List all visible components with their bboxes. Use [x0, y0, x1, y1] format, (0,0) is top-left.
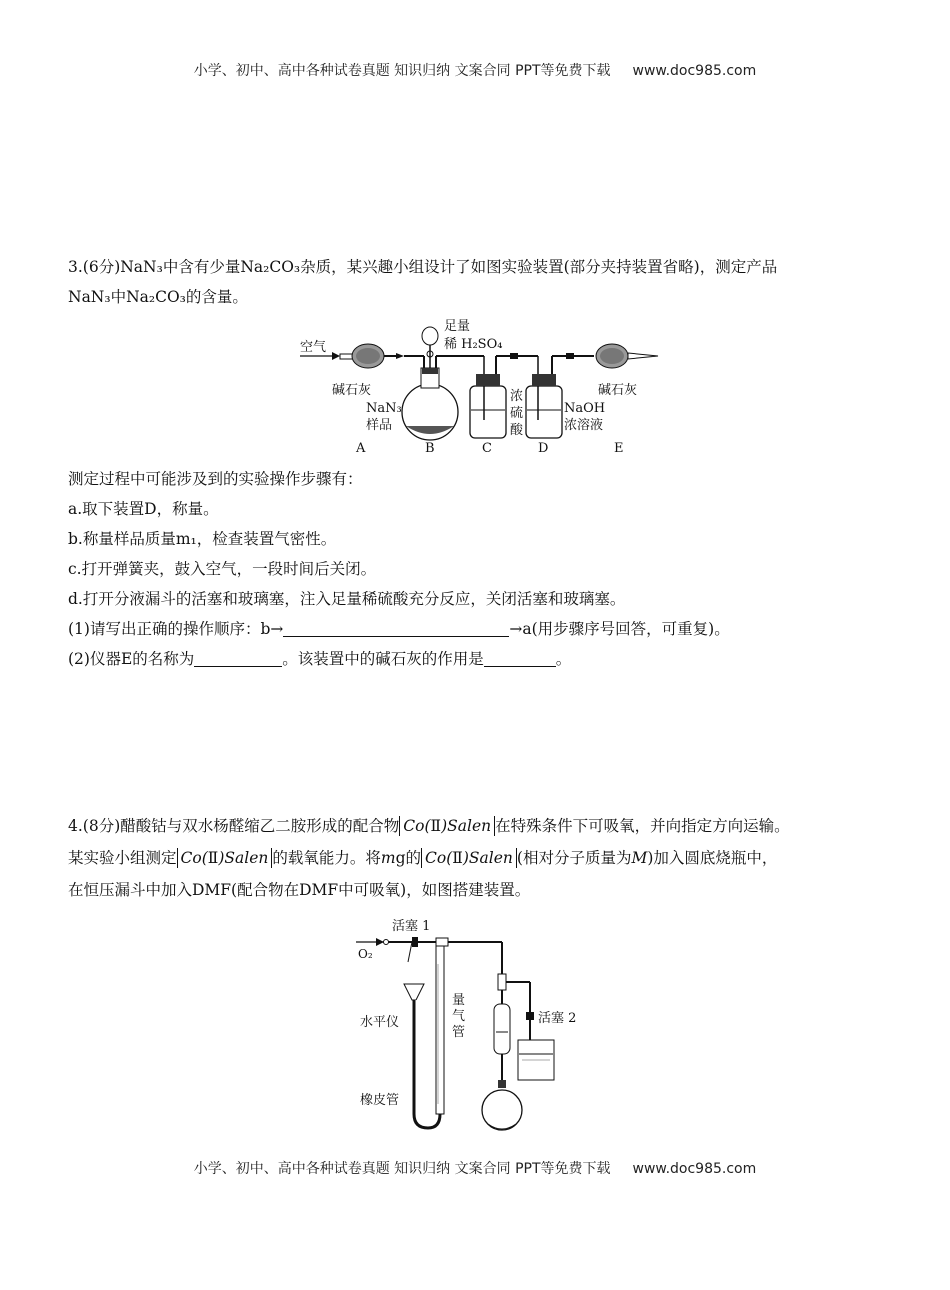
- q3-stem-line2: NaN₃中Na₂CO₃的含量。: [68, 288, 248, 306]
- fig3-reagent-1: 足量: [444, 319, 471, 334]
- fig3-sodalime-left: 碱石灰: [332, 383, 372, 398]
- fig4-burette-3: 管: [452, 1025, 466, 1040]
- rubber-hose: [414, 1114, 440, 1128]
- q3-sub-question-1: [68, 614, 888, 644]
- valve-2: [526, 1012, 534, 1020]
- fig3-acid-1: 浓: [510, 389, 524, 404]
- q4-var-M: M: [631, 849, 648, 867]
- fig3-naoh-1: NaOH: [564, 401, 606, 416]
- answer-blank-order[interactable]: [283, 618, 509, 637]
- q4-var-m: m: [380, 849, 396, 867]
- fig4-o2-label: O₂: [358, 947, 373, 961]
- leveling-funnel: [404, 984, 424, 1000]
- fig4-burette-1: 量: [452, 993, 466, 1008]
- header-text: 小学、初中、高中各种试卷真题 知识归纳 文案合同 PPT等免费下载: [193, 63, 611, 79]
- q4-line1: [68, 810, 888, 842]
- q4-part7: )加入圆底烧瓶中，: [647, 849, 778, 867]
- fig3-label-b: B: [425, 441, 435, 456]
- q3-steps: [68, 464, 888, 674]
- q4-part4: 的载氧能力。将: [272, 849, 381, 867]
- header-url[interactable]: www.doc985.com: [632, 63, 757, 79]
- q3-sub-question-2: [68, 644, 888, 674]
- fig3-acid-3: 酸: [510, 423, 524, 438]
- fig3-sample-1: NaN₃: [366, 401, 402, 416]
- q3-step-d: d.打开分液漏斗的活塞和玻璃塞，注入足量稀硫酸充分反应，关闭活塞和玻璃塞。: [68, 590, 626, 608]
- q3-apparatus-figure: [296, 316, 666, 460]
- q4-part3: 某实验小组测定: [68, 849, 177, 867]
- page-header: [0, 60, 950, 80]
- fig3-label-c: C: [482, 441, 492, 456]
- q3-step-b: b.称量样品质量m₁，检查装置气密性。: [68, 530, 337, 548]
- fig4-valve1-label: 活塞 1: [392, 919, 431, 934]
- fig3-air-label: 空气: [300, 340, 327, 355]
- q3-q2-suffix: 。: [555, 650, 572, 668]
- q3-q2-middle: 。该装置中的碱石灰的作用是: [282, 650, 484, 668]
- q4-apparatus-figure: [352, 914, 592, 1142]
- fig4-valve2-label: 活塞 2: [538, 1011, 577, 1026]
- complex-formula: Co(Ⅱ)Salen: [399, 816, 495, 836]
- fig3-label-a: A: [356, 441, 366, 456]
- fig3-label-d: D: [538, 441, 549, 456]
- fig4-hose-label: 橡皮管: [360, 1093, 400, 1108]
- fig4-burette-2: 气: [452, 1009, 466, 1024]
- fig3-label-e: E: [614, 441, 624, 456]
- q3-q2-prefix: (2)仪器E的名称为: [68, 650, 195, 668]
- footer-text: 小学、初中、高中各种试卷真题 知识归纳 文案合同 PPT等免费下载: [193, 1161, 611, 1177]
- q4-part5: g的: [395, 849, 422, 867]
- q3-intro: 测定过程中可能涉及到的实验操作步骤有：: [68, 470, 363, 488]
- fig3-sodalime-right: 碱石灰: [598, 383, 638, 398]
- q3-step-a: a.取下装置D，称量。: [68, 500, 219, 518]
- q4-line2: [68, 842, 888, 874]
- separatory-funnel: [422, 327, 438, 345]
- page-footer: [0, 1158, 950, 1178]
- footer-url[interactable]: www.doc985.com: [632, 1161, 757, 1177]
- question-4: [68, 810, 888, 906]
- q3-q1-suffix: →a(用步骤序号回答，可重复)。: [509, 620, 730, 638]
- valve-1: [412, 937, 418, 947]
- q3-stem-line1: 3.(6分)NaN₃中含有少量Na₂CO₃杂质，某兴趣小组设计了如图实验装置(部分夹持装置省略)，测定产品: [68, 258, 778, 276]
- complex-formula: Co(Ⅱ)Salen: [177, 848, 273, 868]
- answer-blank-sodalime-role[interactable]: [484, 648, 556, 667]
- fig4-leveler-label: 水平仪: [360, 1015, 400, 1030]
- pressure-equalizing-funnel: [494, 1004, 510, 1054]
- bottle-d: [526, 386, 562, 438]
- q4-part2: 在特殊条件下可吸氧，并向指定方向运输。: [495, 817, 790, 835]
- question-3: [68, 252, 888, 312]
- complex-formula: Co(Ⅱ)Salen: [421, 848, 517, 868]
- fig3-naoh-2: 浓溶液: [564, 418, 604, 433]
- answer-blank-instrument[interactable]: [194, 648, 282, 667]
- fig3-acid-2: 硫: [510, 406, 524, 421]
- fig3-reagent-2: 稀 H₂SO₄: [444, 337, 503, 352]
- q4-part1: 4.(8分)醋酸钴与双水杨醛缩乙二胺形成的配合物: [68, 817, 400, 835]
- q3-step-c: c.打开弹簧夹，鼓入空气，一段时间后关闭。: [68, 560, 377, 578]
- q4-part6: (相对分子质量为: [516, 849, 632, 867]
- q3-q1-prefix: (1)请写出正确的操作顺序：b→: [68, 620, 284, 638]
- fig3-sample-2: 样品: [366, 418, 393, 433]
- bottle-c: [470, 386, 506, 438]
- q4-line3: 在恒压漏斗中加入DMF(配合物在DMF中可吸氧)，如图搭建装置。: [68, 881, 531, 899]
- gas-burette: [436, 946, 444, 1114]
